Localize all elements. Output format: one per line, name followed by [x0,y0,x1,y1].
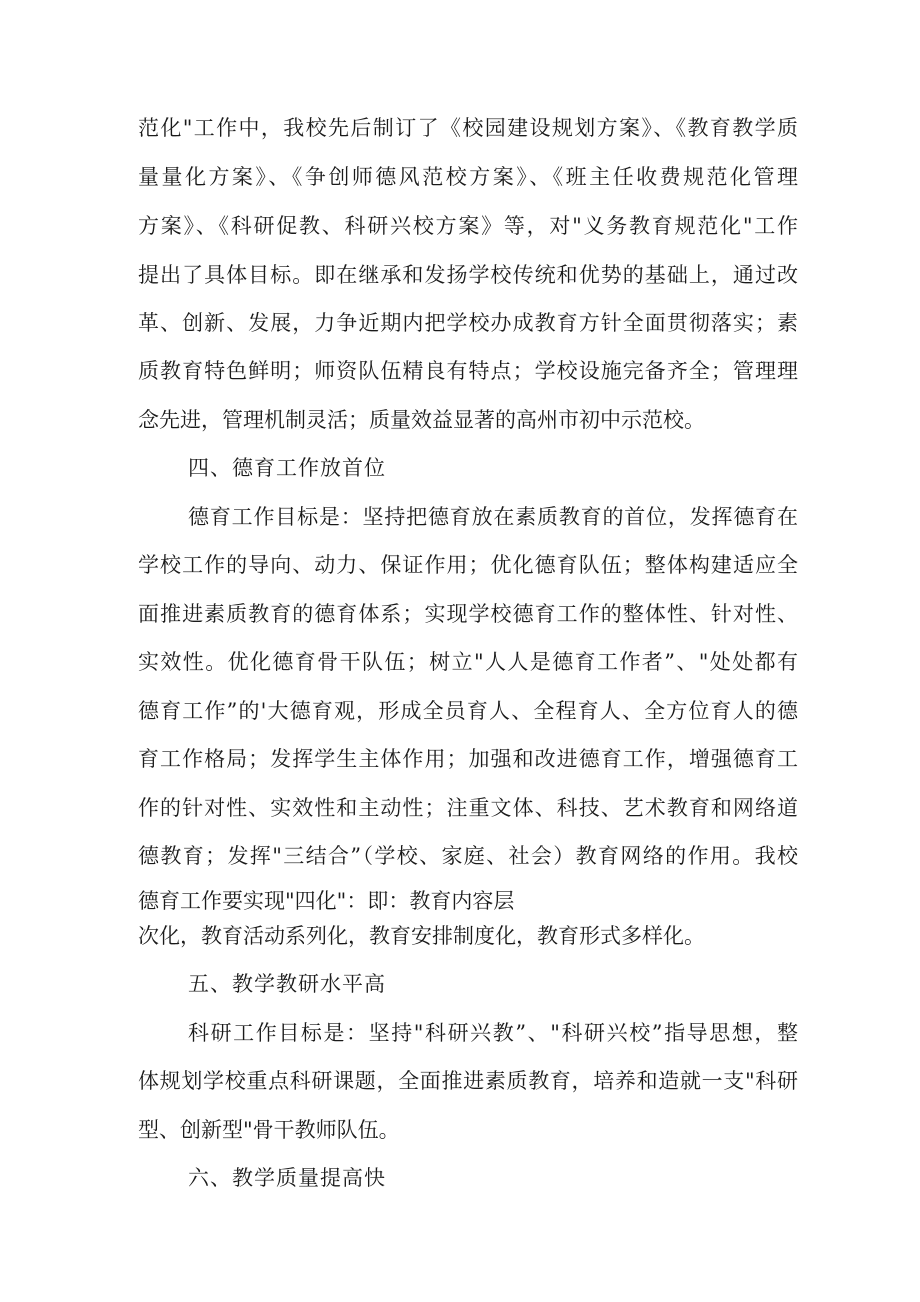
paragraph-2-line-2: 学校工作的导向、动力、保证作用；优化德育队伍；整体构建适应全 [138,553,798,577]
paragraph-3-line-3: 型、创新型"骨干教师队伍。 [138,1118,400,1142]
paragraph-2-line-5: 德育工作”的'大德育观，形成全员育人、全程育人、全方位育人的德 [138,699,798,723]
section-heading-5: 五、教学教研水平高 [188,972,386,996]
paragraph-2-line-4: 实效性。优化德育骨干队伍；树立"人人是德育工作者”、"处处都有 [138,650,798,674]
paragraph-2-line-10: 次化，教育活动系列化，教育安排制度化，教育形式多样化。 [138,924,705,948]
section-heading-4: 四、德育工作放首位 [188,456,386,480]
paragraph-2-line-3: 面推进素质教育的德育体系；实现学校德育工作的整体性、针对性、 [138,602,798,626]
paragraph-2-line-1: 德育工作目标是：坚持把德育放在素质教育的首位，发挥德育在 [188,505,798,529]
paragraph-2-line-6: 育工作格局；发挥学生主体作用；加强和改进德育工作，增强德育工 [138,747,798,771]
paragraph-2-line-9: 德育工作要实现"四化"：即：教育内容层 [138,889,515,913]
paragraph-1-line-2: 量量化方案》、《争创师德风范校方案》、《班主任收费规范化管理 [138,165,798,189]
paragraph-3-line-2: 体规划学校重点科研课题，全面推进素质教育，培养和造就一支"科研 [138,1069,798,1093]
section-heading-6: 六、教学质量提高快 [188,1166,386,1190]
paragraph-2-line-8: 德教育；发挥"三结合”（学校、家庭、社会）教育网络的作用。我校 [138,844,798,868]
paragraph-3-line-1: 科研工作目标是：坚持"科研兴教”、"科研兴校”指导思想，整 [188,1021,798,1045]
paragraph-2-line-7: 作的针对性、实效性和主动性；注重文体、科技、艺术教育和网络道 [138,796,798,820]
paragraph-1-line-7: 念先进，管理机制灵活；质量效益显著的高州市初中示范校。 [138,408,705,432]
paragraph-1-line-6: 质教育特色鲜明；师资队伍精良有特点；学校设施完备齐全；管理理 [138,359,798,383]
paragraph-1-line-4: 提出了具体目标。即在继承和发扬学校传统和优势的基础上，通过改 [138,263,798,287]
paragraph-1-line-3: 方案》、《科研促教、科研兴校方案》等，对"义务教育规范化"工作 [138,214,798,238]
paragraph-1-line-1: 范化"工作中，我校先后制订了《校园建设规划方案》、《教育教学质 [138,116,798,140]
paragraph-1-line-5: 革、创新、发展，力争近期内把学校办成教育方针全面贯彻落实；素 [138,311,798,335]
